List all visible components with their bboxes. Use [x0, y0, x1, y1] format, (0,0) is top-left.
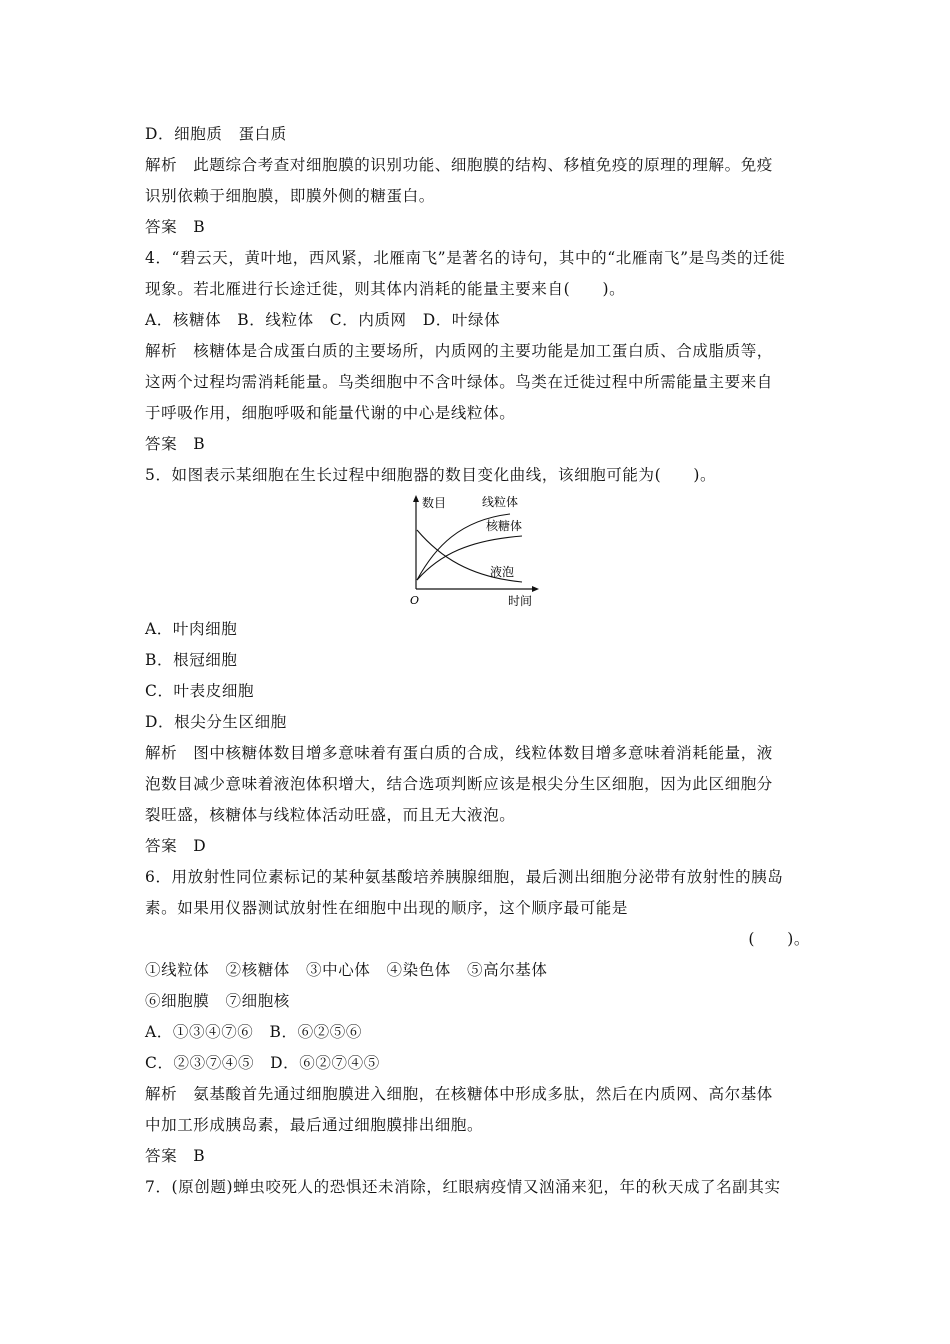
answer-text: 答案 B: [145, 435, 206, 453]
answer-blank: ( )。: [748, 930, 810, 948]
analysis-text: 这两个过程均需消耗能量。鸟类细胞中不含叶绿体。鸟类在迁徙过程中所需能量主要来自: [145, 373, 773, 391]
analysis-text: 解析 核糖体是合成蛋白质的主要场所，内质网的主要功能是加工蛋白质、合成脂质等，: [145, 342, 773, 360]
question-text: 素。如果用仪器测试放射性在细胞中出现的顺序，这个顺序最可能是: [145, 899, 629, 917]
options-text: A．①③④⑦⑥ B．⑥②⑤⑥: [145, 1023, 362, 1041]
analysis-text: 裂旺盛，核糖体与线粒体活动旺盛，而且无大液泡。: [145, 806, 516, 824]
analysis-text: 解析 图中核糖体数目增多意味着有蛋白质的合成，线粒体数目增多意味着消耗能量，液: [145, 744, 773, 762]
option-a-text: A．叶肉细胞: [145, 620, 238, 638]
series-label-ribosome: 核糖体: [486, 519, 523, 533]
options-text: A．核糖体 B．线粒体 C．内质网 D．叶绿体: [145, 311, 501, 329]
organelle-count-chart: [400, 492, 550, 610]
question-text: 4．“碧云天，黄叶地，西风紧，北雁南飞”是著名的诗句，其中的“北雁南飞”是鸟类的迁徙: [145, 249, 786, 267]
question-text: 5．如图表示某细胞在生长过程中细胞器的数目变化曲线，该细胞可能为( )。: [145, 466, 717, 484]
answer-text: 答案 B: [145, 218, 206, 236]
option-d-text: D．细胞质 蛋白质: [145, 125, 287, 143]
analysis-text: 识别依赖于细胞膜，即膜外侧的糖蛋白。: [145, 187, 435, 205]
analysis-text: 解析 此题综合考查对细胞膜的识别功能、细胞膜的结构、移植免疫的原理的理解。免疫: [145, 156, 773, 174]
choices-text: ⑥细胞膜 ⑦细胞核: [145, 992, 290, 1010]
x-axis-label: 时间: [508, 594, 533, 608]
option-b-text: B．根冠细胞: [145, 651, 238, 669]
choices-text: ①线粒体 ②核糖体 ③中心体 ④染色体 ⑤高尔基体: [145, 961, 548, 979]
question-text: 现象。若北雁进行长途迁徙，则其体内消耗的能量主要来自( )。: [145, 280, 626, 298]
option-d-text: D．根尖分生区细胞: [145, 713, 287, 731]
analysis-text: 解析 氨基酸首先通过细胞膜进入细胞，在核糖体中形成多肽，然后在内质网、高尔基体: [145, 1085, 773, 1103]
y-axis-label: 数目: [422, 496, 447, 510]
origin-label: O: [410, 594, 420, 607]
question-text: 6．用放射性同位素标记的某种氨基酸培养胰腺细胞，最后测出细胞分泌带有放射性的胰岛: [145, 868, 784, 886]
answer-text: 答案 B: [145, 1147, 206, 1165]
answer-text: 答案 D: [145, 837, 207, 855]
option-c-text: C．叶表皮细胞: [145, 682, 255, 700]
analysis-text: 于呼吸作用，细胞呼吸和能量代谢的中心是线粒体。: [145, 404, 516, 422]
options-text: C．②③⑦④⑤ D．⑥②⑦④⑤: [145, 1054, 380, 1072]
question-text: 7．(原创题)蝉虫咬死人的恐惧还未消除，红眼病疫情又汹涌来犯，年的秋天成了名副其实: [145, 1178, 781, 1196]
series-label-mitochondria: 线粒体: [482, 495, 519, 509]
analysis-text: 泡数目减少意味着液泡体积增大，结合选项判断应该是根尖分生区细胞，因为此区细胞分: [145, 775, 773, 793]
series-label-vacuole: 液泡: [490, 565, 515, 579]
analysis-text: 中加工形成胰岛素，最后通过细胞膜排出细胞。: [145, 1116, 484, 1134]
